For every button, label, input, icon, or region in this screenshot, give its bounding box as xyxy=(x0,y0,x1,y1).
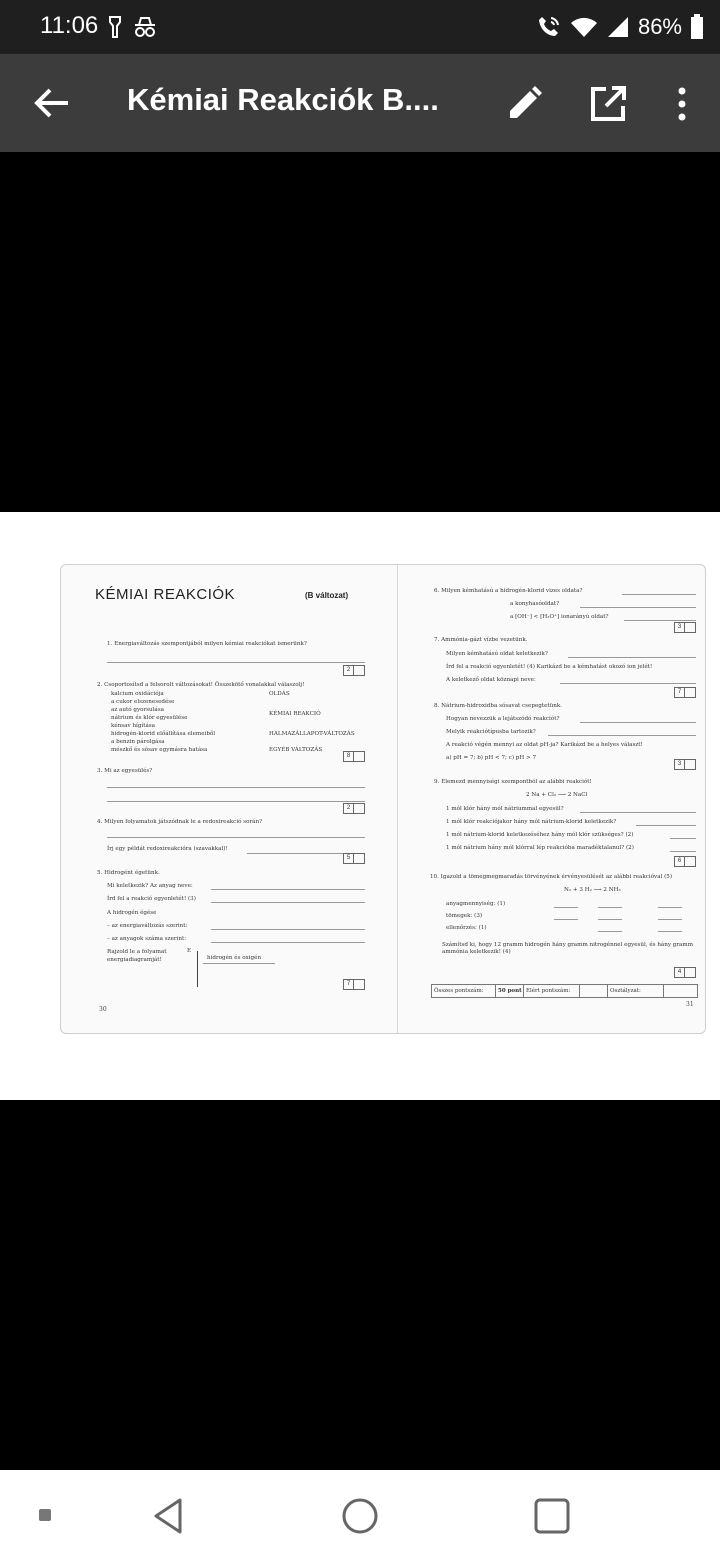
document-page[interactable] xyxy=(0,512,720,1100)
answer-line xyxy=(211,902,365,903)
q8-line: A reakció végén mennyi az oldat pH-ja? Karikázd be a helyes választ! xyxy=(446,742,643,748)
q8-line: Hogyan nevezzük a lejátszódó reakciót? xyxy=(446,716,560,722)
answer-line xyxy=(554,907,578,908)
question-3: 3. Mi az egyesülés? xyxy=(97,768,153,774)
energy-axis-label: E xyxy=(187,948,192,954)
answer-line xyxy=(211,942,365,943)
q5-diagram-instruction: Rajzold le a folyamat xyxy=(107,949,167,955)
signal-icon xyxy=(606,15,630,39)
incognito-icon xyxy=(132,15,158,39)
q5-line: Írd fel a reakció egyenletét! (3) xyxy=(107,896,196,902)
q2-category: HALMAZÁLLAPOT-VÁLTOZÁS xyxy=(269,731,355,737)
question-10: 10. Igazold a tömegmegmaradás törvényének érvényesülését az alábbi reakcióval (5) xyxy=(430,874,673,880)
q2-category: OLDÁS xyxy=(269,691,290,697)
q5-diagram-instruction: energiadiagramját! xyxy=(107,957,162,963)
question-2: 2. Csoportosítsd a felsorolt változásokat! Összekötő vonalakkal válaszolj! xyxy=(97,682,305,688)
answer-line xyxy=(580,722,696,723)
q9-line: 1 mól nátrium-klorid keletkezéséhez hány mól klór szükséges? (2) xyxy=(446,832,634,838)
page-number: 31 xyxy=(686,1001,694,1008)
answer-line xyxy=(624,620,696,621)
answer-line xyxy=(580,812,696,813)
question-8: 8. Nátrium-hidroxidba sósavat csepegtetünk. xyxy=(434,703,563,709)
q2-item: mészkő és sósav egymásra hatása xyxy=(111,747,208,753)
q2-item: a benzin párolgása xyxy=(111,739,165,745)
wifi-calling-icon xyxy=(536,14,562,40)
score-box: 7 xyxy=(343,979,365,990)
back-arrow-icon[interactable] xyxy=(28,79,76,127)
q7-line: A keletkező oldat köznapi neve: xyxy=(446,677,536,683)
battery-percent: 86% xyxy=(637,14,682,39)
q2-category: EGYÉB VÁLTOZÁS xyxy=(269,747,323,753)
answer-line xyxy=(554,919,578,920)
battery-icon xyxy=(690,14,704,40)
energy-axis xyxy=(197,951,198,987)
score-box: 4 xyxy=(674,967,696,978)
score-box: 2 xyxy=(343,803,365,814)
question-9: 9. Elemezd mennyiségi szempontból az alábbi reakciót! xyxy=(434,779,592,785)
answer-line xyxy=(636,825,696,826)
wifi-icon xyxy=(570,15,598,39)
question-4: 4. Milyen folyamatok játszódnak le a redoxireakció során? xyxy=(97,819,263,825)
edit-pencil-icon[interactable] xyxy=(504,84,544,124)
question-7: 7. Ammónia-gázt vízbe vezetünk. xyxy=(434,637,528,643)
answer-line xyxy=(598,931,622,932)
score-box: 2 xyxy=(343,665,365,676)
q2-item: a cukor elszenesedése xyxy=(111,699,175,705)
answer-line xyxy=(658,919,682,920)
q8-line: Melyik reakciótípusba tartozik? xyxy=(446,729,536,735)
answer-line xyxy=(211,889,365,890)
answer-line xyxy=(598,919,622,920)
page-number: 30 xyxy=(99,1006,107,1013)
total-score-label: Összes pontszám: xyxy=(432,985,496,997)
nav-home-icon[interactable] xyxy=(340,1496,380,1536)
earned-score-label: Elért pontszám: xyxy=(524,985,580,997)
total-score-value: 50 pont xyxy=(496,985,524,997)
right-page xyxy=(398,565,707,1033)
q9-line: 1 mól klór hány mól nátriummal egyesül? xyxy=(446,806,564,812)
question-5: 5. Hidrogént égetünk. xyxy=(97,870,160,876)
q7-line: Milyen kémhatású oldat keletkezik? xyxy=(446,651,548,657)
document-viewer[interactable] xyxy=(0,152,720,1470)
q8-options: a) pH = 7; b) pH < 7; c) pH > 7 xyxy=(446,755,537,761)
app-bar xyxy=(0,54,720,152)
energy-level-line xyxy=(203,963,275,964)
score-box: 6 xyxy=(674,856,696,867)
left-page xyxy=(61,565,397,1033)
more-options-icon[interactable] xyxy=(664,84,700,124)
q6-line: a konyhasóoldat? xyxy=(510,601,560,607)
status-time: 11:06 xyxy=(40,12,99,39)
score-box: 7 xyxy=(674,687,696,698)
answer-line xyxy=(107,662,365,663)
scanned-worksheet xyxy=(60,564,706,1034)
q5-line: A hidrogén égése xyxy=(107,910,157,916)
answer-line xyxy=(670,851,696,852)
q5-line: – az anyagok száma szerint: xyxy=(107,936,187,942)
answer-line xyxy=(568,657,696,658)
answer-line xyxy=(658,907,682,908)
question-6: 6. Milyen kémhatású a hidrogén-klorid vizes oldata? xyxy=(434,588,583,594)
status-bar xyxy=(0,0,720,54)
earned-score-value xyxy=(580,985,608,997)
q2-item: nátrium és klór egyesülése xyxy=(111,715,188,721)
grade-value xyxy=(664,985,697,997)
q2-item: hidrogén-klorid előállítása elemeiből xyxy=(111,731,216,737)
score-summary xyxy=(431,984,698,998)
q10-row: ellenőrzés: (1) xyxy=(446,925,487,931)
q2-item: kénsav hígítása xyxy=(111,723,155,729)
q2-item: az autó gyorsulása xyxy=(111,707,164,713)
nav-indicator-icon xyxy=(39,1509,51,1521)
q5-line: – az energiaváltozás szerint: xyxy=(107,923,188,929)
reactants-label: hidrogén és oxigén xyxy=(207,955,262,961)
answer-line xyxy=(548,735,696,736)
answer-line xyxy=(107,787,365,788)
worksheet-variant: (B változat) xyxy=(305,591,349,600)
q10-calculation: Számítsd ki, hogy 12 gramm hidrogén hány gramm nitrogénnel egyesül, és hány gramm ammónia keletkezik! (4) xyxy=(442,942,693,955)
q10-row: anyagmennyiség: (1) xyxy=(446,901,506,907)
system-navigation-bar xyxy=(0,1470,720,1560)
answer-line xyxy=(107,801,365,802)
answer-line xyxy=(622,594,696,595)
score-box: 8 xyxy=(343,751,365,762)
answer-line xyxy=(658,931,682,932)
answer-line xyxy=(598,907,622,908)
answer-line xyxy=(211,929,365,930)
answer-line xyxy=(107,837,365,838)
grade-label: Osztályzat: xyxy=(608,985,664,997)
document-title: Kémiai Reakciók B.... xyxy=(127,82,439,117)
flashlight-icon xyxy=(108,15,122,39)
open-external-icon[interactable] xyxy=(588,84,628,124)
q6-line: a [OH⁻] < [H₃O⁺] ionarányú oldat? xyxy=(510,614,609,620)
score-box: 3 xyxy=(674,759,696,770)
answer-line xyxy=(560,683,696,684)
q9-equation: 2 Na + Cl₂ ⟶ 2 NaCl xyxy=(526,792,588,798)
q2-category: KÉMIAI REAKCIÓ xyxy=(269,711,321,717)
score-box: 5 xyxy=(343,853,365,864)
score-box: 3 xyxy=(674,622,696,633)
q2-item: kalcium oxidációja xyxy=(111,691,164,697)
worksheet-title: KÉMIAI REAKCIÓK xyxy=(95,586,236,603)
q9-line: 1 mól klór reakciójakor hány mól nátrium-klorid keletkezik? xyxy=(446,819,617,825)
answer-line xyxy=(580,607,696,608)
q7-line: Írd fel a reakció egyenletét! (4) Karikázd be a kémhatást okozó ion jelét! xyxy=(446,664,653,670)
q5-line: Mi keletkezik? Az anyag neve: xyxy=(107,883,193,889)
nav-back-icon[interactable] xyxy=(150,1496,190,1536)
answer-line xyxy=(670,838,696,839)
q9-line: 1 mól nátrium hány mól klórral lép reakcióba maradéktalanul? (2) xyxy=(446,845,634,851)
q10-equation: N₂ + 3 H₂ ⟶ 2 NH₃ xyxy=(564,887,621,893)
nav-recent-apps-icon[interactable] xyxy=(532,1496,572,1536)
question-4-sub: Írj egy példát redoxireakcióra (szavakkal)! xyxy=(107,846,228,852)
q10-row: tömegek: (3) xyxy=(446,913,483,919)
question-1: 1. Energiaváltozás szempontjából milyen kémiai reakciókat ismerünk? xyxy=(107,641,307,647)
